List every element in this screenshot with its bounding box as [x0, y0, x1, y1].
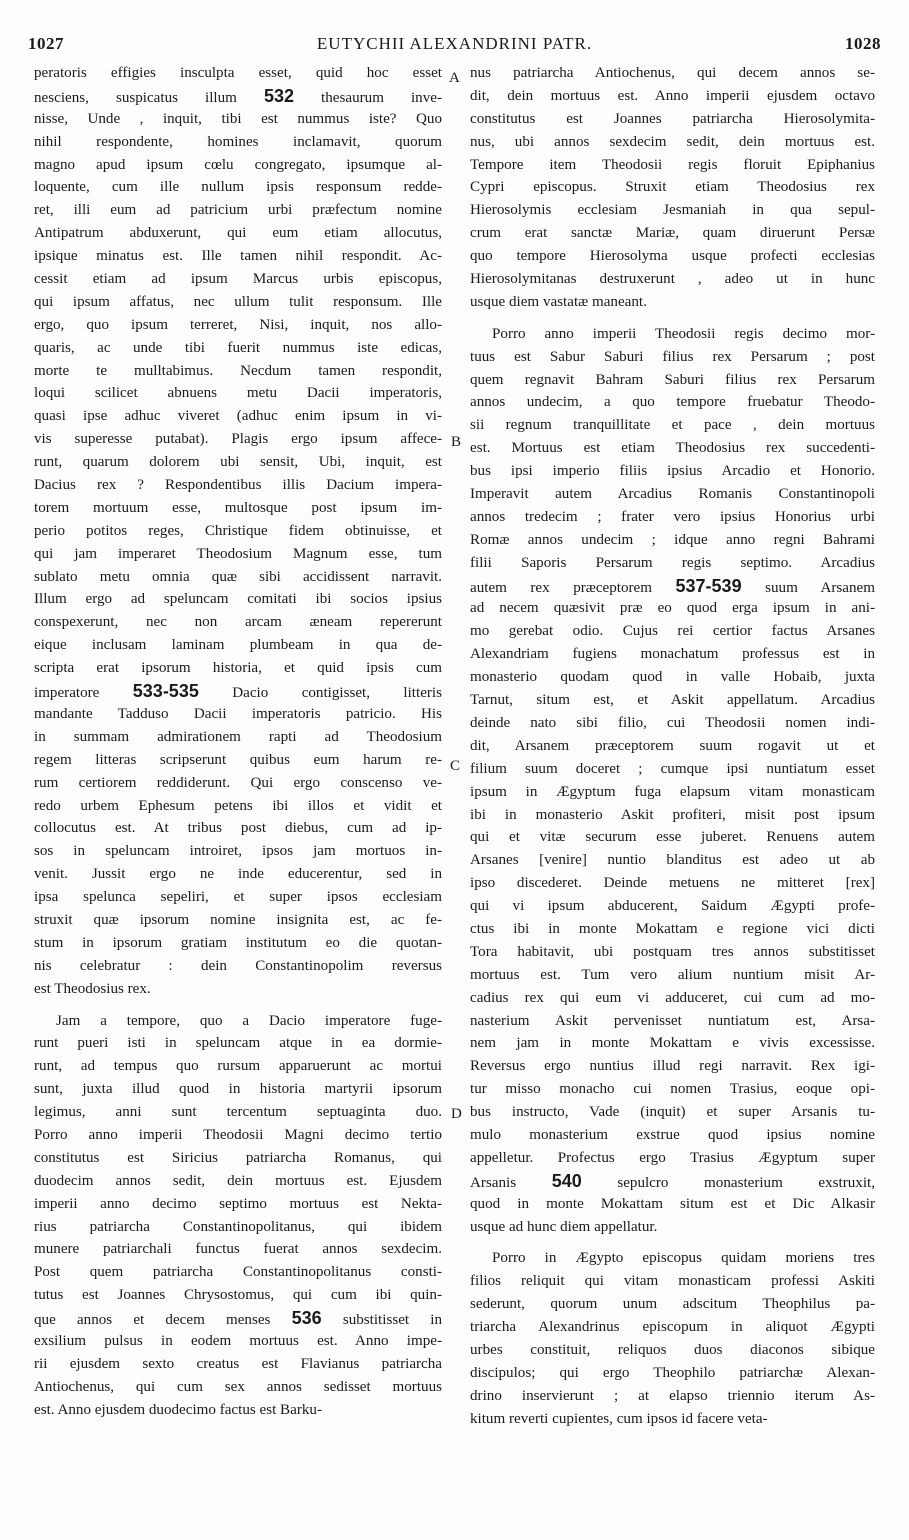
text-line: kitum reverti cupientes, cum ipsos id facere veta-: [470, 1410, 768, 1427]
margin-letter-a: A: [449, 70, 460, 86]
text-line: Porro anno imperii Theodosii regis decimo mor-: [492, 325, 875, 342]
paragraph-gap: [470, 314, 875, 323]
text-line: cessit etiam ad ipsum Marcus urbis episcopus,: [34, 271, 442, 288]
text-line: mo gerebat odio. Cujus rei certior factus Arsanes: [470, 623, 875, 640]
text-line: eique inclusam laminam plumbeam in qua de-: [34, 637, 442, 654]
text-line: sii regnum tranquillitate et pace , dein mortuus: [470, 417, 875, 434]
text-line: scripta erat ipsorum historia, et quid ipsis cum: [34, 660, 442, 677]
text-line: est. Anno ejusdem duodecimo factus est Barku-: [34, 1401, 322, 1418]
text-line: ad necem quæsivit præ eo quod erga ipsum in ani-: [470, 600, 875, 617]
text-line: est. Mortuus est etiam Theodosius rex succedenti-: [470, 440, 875, 457]
text-line: peratoris effigies insculpta esset, quid hoc esset: [34, 65, 442, 81]
text-line: regem litteras scripserunt quibus eum harum re-: [34, 751, 442, 768]
right-column: [470, 62, 875, 1431]
page-header: [28, 34, 881, 60]
marginal-page-reference: 537-539: [675, 575, 742, 596]
text-line: triarcha Alexandrinus episcopum in aliquot Ægypti: [470, 1319, 875, 1336]
text-line: crum erat sanctæ Mariæ, quam diruerunt Persæ: [470, 225, 875, 242]
page-number-left: 1027: [28, 34, 64, 53]
text-line: rius patriarcha Constantinopolitanus, qui ibidem: [34, 1218, 442, 1235]
text-line: constitutus est Joannes patriarcha Hierosolymita-: [470, 110, 875, 127]
text-line: cadius rex qui eum vi adduceret, cui cum ad mo-: [470, 989, 875, 1006]
text-line: Tora habitavit, ubi postquam tres annos substitisset: [470, 943, 875, 960]
text-line: magno apud ipsum cœlu congregato, ipsumque al-: [34, 156, 442, 173]
marginal-page-reference: 532: [263, 85, 295, 106]
text-line: runt pueri isti in speluncam atque in ea dormie-: [34, 1035, 442, 1052]
text-line: legimus, anni sunt tercentum septuaginta duo.: [34, 1104, 442, 1121]
text-line: collocutus est. At tribus post diebus, cum ad ip-: [34, 820, 442, 837]
running-title: EUTYCHII ALEXANDRINI PATR.: [316, 34, 593, 53]
marginal-page-reference: 536: [291, 1308, 322, 1329]
text-line: sunt, juxta illud quod in historia martyrii ipsorum: [34, 1081, 442, 1098]
text-line: Jam a tempore, quo a Dacio imperatore fuge-: [56, 1012, 442, 1029]
text-line: conspexerunt, nec non arcam æneam repererunt: [34, 614, 442, 631]
text-line: venit. Jussit ergo ne inde educerentur, sed in: [34, 866, 442, 883]
text-line: Cypri episcopus. Struxit etiam Theodosius rex: [470, 179, 875, 196]
text-line: dit, Arsanem præceptorem suum rogavit ut et: [470, 737, 875, 754]
text-line: nasterium Askit pervenisset nuntiatum est, Arsa-: [470, 1012, 875, 1029]
text-line: in summam admirationem rapti ad Theodosium: [34, 728, 442, 745]
text-line: nus patriarcha Antiochenus, qui decem annos se-: [470, 65, 875, 81]
text-line: ibi in monasterio Askit profiteri, misit post ipsum: [470, 806, 875, 823]
text-line: Arsanis 540 sepulcro monasterium exstruxit,: [470, 1170, 875, 1191]
text-line: dit, dein mortuus est. Anno imperii ejusdem octavo: [470, 87, 875, 104]
text-line: imperii anno decimo septimo mortuus est Nekta-: [34, 1195, 442, 1212]
text-line: ret, illi eum ad patricium urbi præfectum nomine: [34, 202, 442, 219]
text-line: que annos et decem menses 536 substitisset in: [34, 1308, 442, 1329]
text-line: constitutus est Siricius patriarcha Romanus, qui: [34, 1149, 442, 1166]
margin-letter-b: B: [451, 434, 462, 450]
text-line: struxit quæ ipsorum nomine insignita est, ac fe-: [34, 911, 442, 928]
paragraph-gap: [34, 1001, 442, 1010]
text-line: mortuus est. Tum vero alium nuntium misit Ar-: [470, 966, 875, 983]
text-line: nihil respondente, homines inclamavit, quorum: [34, 133, 442, 150]
text-line: Illum ergo ad speluncam comitati ibi socios ipsius: [34, 591, 442, 608]
text-line: vis superesse putabat). Plagis ergo ipsum affece-: [34, 431, 442, 448]
text-line: Antiochenus, qui cum sex annos sedisset mortuus: [34, 1378, 442, 1395]
text-line: Tarnut, situm est, et Askit appellatum. Arcadius: [470, 692, 875, 709]
text-line: loquente, cum ille nullum ipsis responsum redde-: [34, 179, 442, 196]
left-column: [34, 62, 442, 1422]
text-line: runt, ad tempus quo rursum apparuerunt ac mortui: [34, 1058, 442, 1075]
text-line: perio potitos reges, Christique fidem obtinuisse, et: [34, 522, 442, 539]
page-number-right: 1028: [845, 34, 881, 53]
text-line: quo tempore Hierosolyma usque profecti ecclesias: [470, 248, 875, 265]
text-line: nisse, Unde , inquit, tibi est nummus iste? Quo: [34, 110, 442, 127]
text-line: annos undecim, a quo tempore fruebatur Theodo-: [470, 394, 875, 411]
text-line: Porro anno imperii Theodosii Magni decimo tertio: [34, 1126, 442, 1143]
text-line: ctus ibi in monte Mokattam e regione vici dicti: [470, 920, 875, 937]
text-line: redo urbem Ephesum petens ibi illos et vidit et: [34, 797, 442, 814]
paragraph-gap: [470, 1238, 875, 1247]
text-line: nis celebratur : dein Constantinopolim reversus: [34, 957, 442, 974]
text-line: rii ejusdem sexto creatus est Flavianus patriarcha: [34, 1355, 442, 1372]
text-line: usque ad hunc diem appellatur.: [470, 1218, 658, 1235]
text-line: annos tredecim ; frater vero ipsius Honorius urbi: [470, 508, 875, 525]
text-line: qui et vitæ securum esse juberet. Renuens autem: [470, 829, 875, 846]
text-line: Imperavit autem Arcadius Romanis Constantinopoli: [470, 486, 875, 503]
text-line: tuus est Sabur Saburi filius rex Persarum ; post: [470, 348, 875, 365]
text-line: filios reliquit qui vitam monasticam professi Askiti: [470, 1273, 875, 1290]
text-line: Reversus ergo nuntius illud regi narravit. Rex igi-: [470, 1058, 875, 1075]
text-line: bus instructo, Vade (inquit) et super Arsanis tu-: [470, 1104, 875, 1121]
text-line: ergo, quo ipsum terreret, Nisi, inquit, nos allo-: [34, 316, 442, 333]
text-line: nesciens, suspicatus illum 532 thesaurum inve-: [34, 85, 442, 106]
text-line: munere patriarchali functus fuerat annos sexdecim.: [34, 1241, 442, 1258]
text-line: Post quem patriarcha Constantinopolitanus consti-: [34, 1264, 442, 1281]
text-line: ipsa spelunca sepeliri, et super ipsos ecclesiam: [34, 889, 442, 906]
text-line: Hierosolymis ecclesiam Jesmaniah in qua sepul-: [470, 202, 875, 219]
text-line: mulo monasterium exstrue quod ipsius nomine: [470, 1126, 875, 1143]
text-line: Dacius rex ? Respondentibus illis Dacium impera-: [34, 477, 442, 494]
text-line: sederunt, quorum unum adscitum Theophilus pa-: [470, 1296, 875, 1313]
text-line: quasi ipse adhuc viveret (adhuc enim ipsum in vi-: [34, 408, 442, 425]
text-line: bus ipsi imperio filiis ipsius Arcadio et Honorio.: [470, 463, 875, 480]
text-line: Romæ annos undecim ; idque anno regni Bahrami: [470, 531, 875, 548]
text-line: discipulos; qui ergo Theophilo patriarchæ Alexan-: [470, 1364, 875, 1381]
text-line: morte te mulltabimus. Necdum tamen respondit,: [34, 362, 442, 379]
text-line: exsilium pulsus in eodem mortuus est. Anno impe-: [34, 1332, 442, 1349]
text-line: drino inservierunt ; at elapso triennio iterum As-: [470, 1387, 875, 1404]
text-line: duodecim annos sedit, dein mortuus est. Ejusdem: [34, 1172, 442, 1189]
text-line: loqui scilicet abnuens metu Dacii imperatoris,: [34, 385, 442, 402]
text-line: nem jam in monte Mokattam e vivis excessisse.: [470, 1035, 875, 1052]
margin-letter-c: C: [450, 758, 461, 774]
text-line: tutus est Joannes Chrysostomus, qui cum ibi quin-: [34, 1287, 442, 1304]
marginal-page-reference: 533-535: [132, 681, 199, 702]
text-line: imperatore 533-535 Dacio contigisset, litteris: [34, 681, 442, 702]
text-line: sublato metu omnia quæ sibi accidissent narravit.: [34, 568, 442, 585]
text-line: qui ipsum affatus, nec ullum tulit responsum. Ille: [34, 293, 442, 310]
text-line: qui vi ipsum abducerent, Saidum Ægypti profe-: [470, 898, 875, 915]
text-line: nus, ubi annos sexdecim sedit, dein mortuus est.: [470, 133, 875, 150]
text-line: ipsique minatus est. Ille tamen nihil respondit. Ac-: [34, 248, 442, 265]
text-line: runt, quarum dolorem ubi sensit, Ubi, inquit, est: [34, 454, 442, 471]
text-line: Alexandriam fugiens monachatum professus est in: [470, 646, 875, 663]
text-line: Tempore item Theodosii regis floruit Epiphanius: [470, 156, 875, 173]
text-line: ipso discederet. Deinde metuens ne mitteret [rex]: [470, 875, 875, 892]
text-line: est Theodosius rex.: [34, 980, 151, 997]
text-line: filium suum doceret ; cumque ipsi nuntiatum esset: [470, 760, 875, 777]
text-line: sos in speluncam introiret, ipsos jam mortuos in-: [34, 843, 442, 860]
text-line: quem regnavit Bahram Saburi filius rex Persarum: [470, 371, 875, 388]
text-line: usque diem vastatæ maneant.: [470, 293, 647, 310]
text-line: mandante Tadduso Dacii imperatoris patricio. His: [34, 705, 442, 722]
text-line: appelletur. Profectus ergo Trasius Ægyptum super: [470, 1149, 875, 1166]
text-line: filii Saporis Persarum regis septimo. Arcadius: [470, 554, 875, 571]
text-line: quod in monte Mokattam situm est et Dic Alkasir: [470, 1195, 875, 1212]
text-line: Porro in Ægypto episcopus quidam moriens tres: [492, 1250, 875, 1267]
text-line: Arsanes [venire] nuntio blanditus est adeo ut ab: [470, 852, 875, 869]
text-line: deinde nato sibi filio, cui Theodosii nomen indi-: [470, 714, 875, 731]
text-line: stum in ipsorum gratiam institutum eo die quotan-: [34, 934, 442, 951]
text-line: qui jam imperaret Theodosium Magnum esse, tum: [34, 545, 442, 562]
text-line: ipsum in Ægyptum fuga elapsum vitam monasticam: [470, 783, 875, 800]
text-line: torem mortuum esse, multosque post ipsum im-: [34, 499, 442, 516]
marginal-page-reference: 540: [551, 1170, 582, 1191]
text-line: tur misso monacho cui nomen Trasius, eoque opi-: [470, 1081, 875, 1098]
text-line: Antipatrum abduxerunt, qui eum etiam allocutus,: [34, 225, 442, 242]
margin-letter-d: D: [451, 1106, 462, 1122]
text-line: Hierosolymitanas destruxerunt , adeo ut in hunc: [470, 271, 875, 288]
text-line: quaris, ac unde tibi fuerit nummus iste edicas,: [34, 339, 442, 356]
text-line: autem rex præceptorem 537-539 suum Arsanem: [470, 575, 875, 596]
text-line: monasterio quodam quod in valle Hobaib, juxta: [470, 669, 875, 686]
text-line: rum certiorem reddiderunt. Qui ergo conscenso ve-: [34, 774, 442, 791]
text-line: urbes constituit, reliquos duos diaconos sibique: [470, 1341, 875, 1358]
